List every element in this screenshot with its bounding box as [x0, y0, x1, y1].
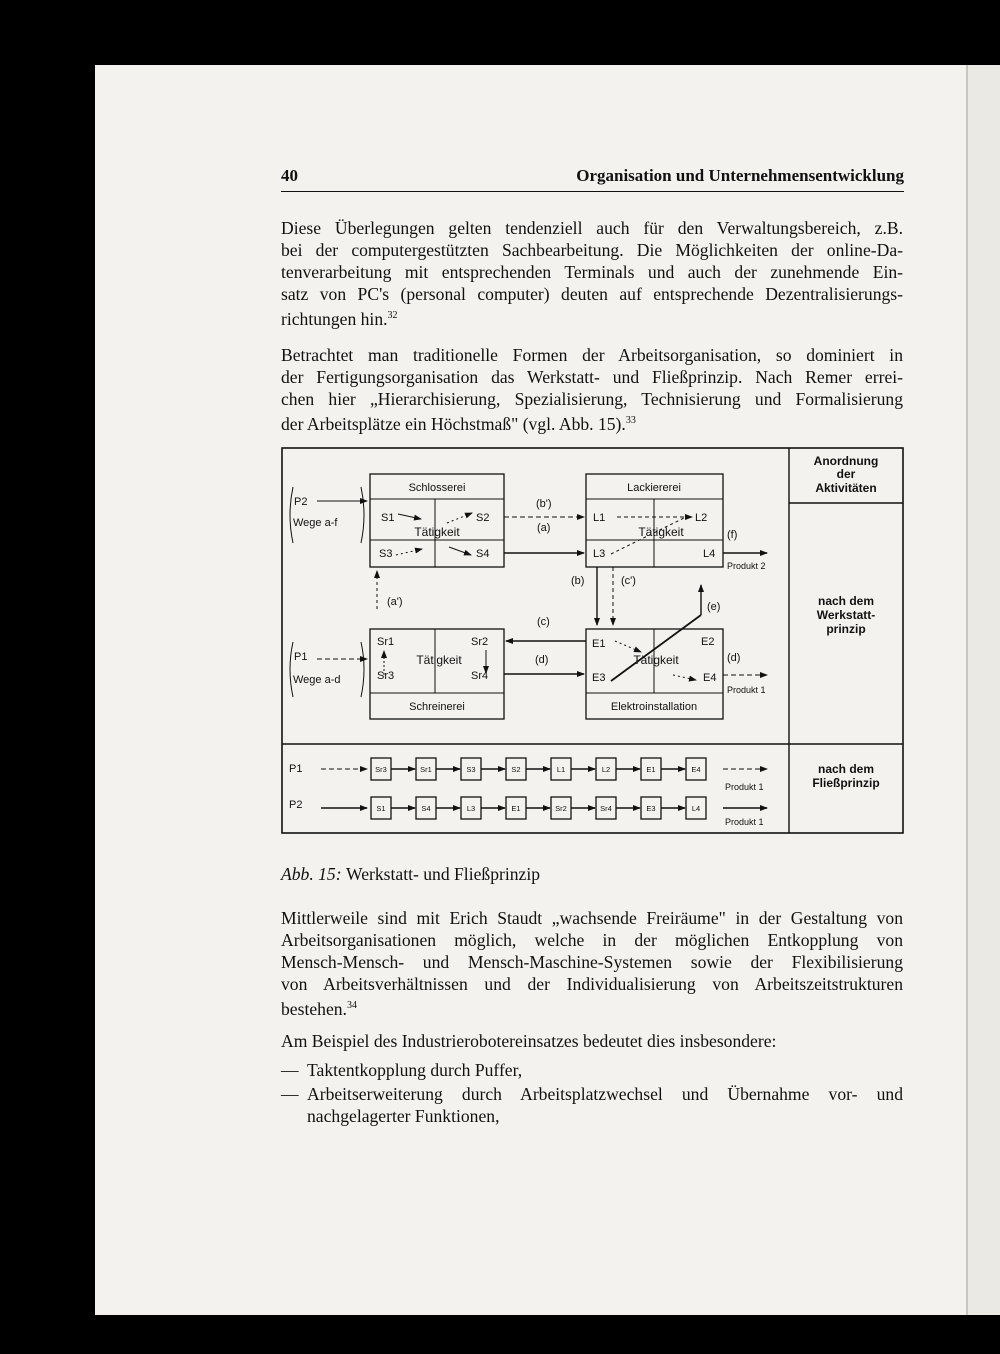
route-label: (a) [537, 522, 551, 534]
text-line: Am Beispiel des Industrierobotereinsatzes bedeutet dies insbesondere: [281, 1031, 777, 1051]
bracket [361, 487, 364, 543]
route-label: (c) [537, 616, 550, 628]
route-label: (f) [727, 529, 738, 541]
list-item-text: Taktentkopplung durch Puffer, [307, 1060, 523, 1080]
facing-page-edge [968, 65, 1000, 1315]
werkstatt-label-line: prinzip [826, 622, 866, 636]
text-line: richtungen hin. [281, 309, 388, 329]
shop-name: Schlosserei [408, 482, 466, 494]
text-line-last [281, 305, 903, 327]
text-line: Arbeitsorganisationen möglich, welche in der möglichen Entkopplung von [281, 930, 903, 950]
text-line: satz von PC's (personal computer) deuten auf entsprechende Dezentralisierungs- [281, 284, 903, 304]
item-l3: L3 [593, 548, 606, 560]
text-line: der Arbeitsplätze ein Höchstmaß" (vgl. Abb. 15). [281, 414, 626, 434]
path-p2: P2 [294, 496, 308, 508]
caption-label: Abb. 15: [281, 864, 342, 884]
text-line: von Arbeitsverhältnissen und der Individualisierung von Arbeitszeitstrukturen [281, 974, 903, 994]
item-s1: S1 [381, 512, 395, 524]
item-l4: L4 [703, 548, 716, 560]
flow-row-p2 [371, 797, 706, 819]
taetigkeit-label: Tätigkeit [416, 653, 462, 667]
route-e-diagonal [611, 615, 701, 681]
path-wege-ad: Wege a-d [293, 674, 341, 686]
footnote-ref: 33 [625, 415, 636, 426]
paragraph-2 [281, 344, 903, 432]
paragraph-4 [281, 1030, 903, 1052]
item-e3: E3 [592, 672, 606, 684]
flow-station-label: L1 [556, 765, 566, 774]
werkstatt-label-line: Werkstatt- [816, 608, 876, 622]
item-s3: S3 [379, 548, 393, 560]
bracket [290, 642, 293, 697]
fliess-label-line: Fließprinzip [812, 776, 880, 790]
shop-schreinerei [370, 629, 504, 719]
item-sr4: Sr4 [471, 670, 489, 682]
path-wege-af: Wege a-f [293, 517, 338, 529]
text-line: Betrachtet man traditionelle Formen der Arbeitsorganisation, so dominiert in [281, 345, 903, 365]
text-line: tenverarbeitung mit entsprechenden Terminals und auch der zunehmende Ein- [281, 262, 903, 282]
route-label: (e) [707, 601, 721, 613]
route-label: (c') [621, 575, 636, 587]
shop-name: Lackiererei [627, 482, 681, 494]
list-item-text: Arbeitserweiterung durch Arbeitsplatzwechsel und Übernahme vor- und [307, 1084, 903, 1104]
product-label: Produkt 1 [727, 685, 766, 695]
route-label: (b) [571, 575, 585, 587]
list-item [281, 1083, 903, 1127]
flow-station-label: E1 [511, 804, 521, 813]
shop-schlosserei [370, 474, 504, 567]
paragraph-3 [281, 907, 903, 1017]
flow-station-label: Sr2 [555, 804, 567, 813]
flow-station-label: S4 [421, 804, 431, 813]
shop-lackiererei [586, 474, 723, 567]
figure-caption [281, 864, 540, 885]
bracket [361, 642, 364, 697]
route-label: (a') [387, 596, 403, 608]
taetigkeit-label: Tätigkeit [633, 653, 679, 667]
text-line-last [281, 410, 903, 432]
flow-station-label: L2 [601, 765, 611, 774]
text-line: bestehen. [281, 999, 347, 1019]
footnote-ref: 34 [346, 1000, 357, 1011]
col-header-line: Aktivitäten [815, 481, 877, 495]
flow-station-label: E1 [646, 765, 656, 774]
item-s2: S2 [476, 512, 490, 524]
col-header-line: Anordnung [813, 454, 879, 468]
flow-label-p2: P2 [289, 799, 303, 811]
text-line: der Fertigungsorganisation das Werkstatt- und Fließprinzip. Nach Remer errei- [281, 367, 903, 387]
taetigkeit-label: Tätigkeit [638, 525, 684, 539]
list-item-text: nachgelagerter Funktionen, [307, 1106, 500, 1126]
fliess-label-line: nach dem [817, 762, 875, 776]
caption-text: Werkstatt- und Fließprinzip [346, 864, 541, 884]
flow-label-p1: P1 [289, 763, 303, 775]
text-line-last [281, 995, 903, 1017]
item-l1: L1 [593, 512, 606, 524]
flow-station-label: E4 [691, 765, 701, 774]
item-sr3: Sr3 [377, 670, 395, 682]
flow-station-label: S2 [511, 765, 521, 774]
item-l2: L2 [695, 512, 708, 524]
shop-name: Elektroinstallation [610, 701, 698, 713]
text-line: Mittlerweile sind mit Erich Staudt „wachsende Freiräume" in der Gestaltung von [281, 908, 903, 928]
product-label: Produkt 1 [725, 817, 764, 827]
route-label: (d) [535, 654, 549, 666]
route-label: (b') [536, 498, 552, 510]
text-line: Mensch-Mensch- und Mensch-Maschine-Systemen sowie der Flexibilisierung [281, 952, 903, 972]
product-label: Produkt 2 [727, 561, 766, 571]
flow-station-label: S3 [466, 765, 476, 774]
flow-station-label: Sr1 [420, 765, 432, 774]
running-title: Organisation und Unternehmensentwicklung [576, 166, 904, 185]
flow-station-label: Sr3 [375, 765, 387, 774]
list-dash: — [281, 1060, 299, 1080]
product-label: Produkt 1 [725, 782, 764, 792]
item-e2: E2 [701, 636, 715, 648]
route-label: (d) [727, 652, 741, 664]
flow-row-p1 [371, 758, 706, 780]
text-line: bei der computergestützten Sachbearbeitung. Die Möglichkeiten der online-Da- [281, 240, 903, 260]
taetigkeit-label: Tätigkeit [414, 525, 460, 539]
flow-station-label: L4 [691, 804, 701, 813]
bracket [290, 487, 293, 543]
footnote-ref: 32 [387, 310, 398, 321]
item-sr1: Sr1 [377, 636, 395, 648]
col-header-line: der [836, 467, 856, 481]
header-rule [281, 191, 904, 192]
werkstatt-label-line: nach dem [817, 594, 875, 608]
shop-elektro [586, 629, 723, 719]
paragraph-1 [281, 217, 903, 327]
flow-station-label: L3 [466, 804, 476, 813]
flow-station-label: Sr4 [600, 804, 612, 813]
flow-station-label: S1 [376, 804, 386, 813]
flow-station-label: E3 [646, 804, 656, 813]
item-sr2: Sr2 [471, 636, 489, 648]
figure-werkstatt-fliessprinzip [281, 447, 905, 835]
shop-name: Schreinerei [409, 701, 465, 713]
item-e1: E1 [592, 638, 606, 650]
item-e4: E4 [703, 672, 717, 684]
path-p1: P1 [294, 651, 308, 663]
list-dash: — [281, 1084, 299, 1104]
text-line: Diese Überlegungen gelten tendenziell auch für den Verwaltungsbereich, z.B. [281, 218, 903, 238]
page-number: 40 [281, 166, 298, 185]
item-s4: S4 [476, 548, 490, 560]
text-line: chen hier „Hierarchisierung, Spezialisierung, Technisierung und Formalisierung [281, 389, 903, 409]
